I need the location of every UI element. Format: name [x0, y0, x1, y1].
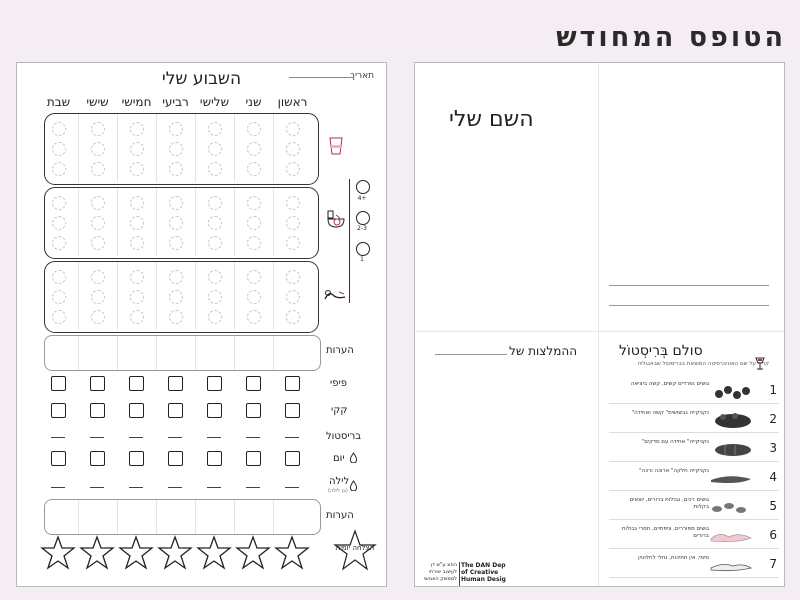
cup-icon [329, 137, 343, 159]
pee-checkbox[interactable] [207, 376, 222, 391]
bristol-type-description: "נקניקייה" אחידה עם סדקים [641, 439, 709, 445]
tracker-circle[interactable] [52, 142, 66, 156]
dan-logo-hebrew: החוג ע"ש דן לעיצוב יצירתי לממשק האנושי [424, 562, 457, 582]
bristol-type-number: 6 [769, 528, 777, 542]
recommendations-title: ההמלצות של [509, 344, 578, 358]
pee-checkbox[interactable] [168, 376, 183, 391]
pee-checkbox[interactable] [285, 376, 300, 391]
tracker-circle[interactable] [169, 310, 183, 324]
daily-star-icon[interactable] [40, 535, 76, 575]
notes-label-bottom: הערות [326, 510, 354, 521]
bristol-subtitle: קריר על שם האוניברסיטה המוצאת בבריסטול שבאנגליה [637, 361, 769, 367]
tracker-circle[interactable] [247, 310, 261, 324]
tracker-circle[interactable] [208, 216, 222, 230]
notes-label-top: הערות [326, 345, 354, 356]
night-entry[interactable] [246, 487, 260, 488]
bristol-type-description: גושים רכים, גבולות ברורים, יוצאים בקלות [629, 497, 709, 510]
column-divider [234, 336, 235, 370]
bristol-entry[interactable] [207, 437, 221, 438]
column-divider [156, 114, 157, 182]
bristol-type-description: "נקניקייה חלקה" ארוכה ורכה [639, 468, 709, 474]
day-dry-checkbox[interactable] [246, 451, 261, 466]
tracker-circle[interactable] [169, 270, 183, 284]
column-divider [78, 262, 79, 330]
tracker-circle[interactable] [52, 310, 66, 324]
tracker-circle[interactable] [286, 270, 300, 284]
tracker-circle[interactable] [286, 196, 300, 210]
day-header: רביעי [162, 95, 189, 109]
bristol-type-description: מימי, אין חתיכות, נוזלי לחלוטין [638, 555, 709, 561]
day-dry-checkbox[interactable] [90, 451, 105, 466]
tracker-circle[interactable] [52, 216, 66, 230]
poop-checkbox[interactable] [90, 403, 105, 418]
my-week-page [16, 62, 387, 587]
column-divider [156, 188, 157, 256]
column-divider [234, 188, 235, 256]
tracker-circle[interactable] [52, 122, 66, 136]
tracker-circle[interactable] [91, 216, 105, 230]
night-entry[interactable] [90, 487, 104, 488]
tracker-circle[interactable] [247, 290, 261, 304]
bristol-title: סולם בְּרִיסְטוֹל [619, 343, 703, 359]
tracker-circle[interactable] [169, 216, 183, 230]
scale-option-2-3[interactable] [356, 211, 370, 225]
tracker-circle[interactable] [52, 290, 66, 304]
column-divider [78, 500, 79, 534]
bristol-type-number: 5 [769, 499, 777, 513]
day-header: שני [245, 95, 262, 109]
my-name-title: השם שלי [449, 107, 534, 132]
tracker-circle[interactable] [286, 290, 300, 304]
scale-option-4plus[interactable] [356, 180, 370, 194]
tracker-circle[interactable] [247, 196, 261, 210]
tracker-circle[interactable] [52, 270, 66, 284]
column-divider [234, 114, 235, 182]
bristol-type-description: "נקניקייה גבשושית" קשה ואחידה [631, 410, 709, 416]
stool-shape-icon [713, 413, 753, 433]
stool-shape-icon [713, 384, 753, 404]
tracker-circle[interactable] [247, 236, 261, 250]
toilet-icon [325, 209, 347, 235]
bristol-row [609, 495, 779, 520]
day-dry-checkbox[interactable] [285, 451, 300, 466]
bristol-type-number: 2 [769, 412, 777, 426]
day-header: שלישי [199, 95, 230, 109]
tracker-circle[interactable] [208, 196, 222, 210]
column-divider [156, 500, 157, 534]
column-divider [195, 336, 196, 370]
pee-checkbox[interactable] [246, 376, 261, 391]
tracker-circle[interactable] [130, 236, 144, 250]
bristol-row [609, 408, 779, 433]
column-divider [117, 188, 118, 256]
bristol-row [609, 466, 779, 491]
bristol-type-number: 1 [769, 383, 777, 397]
day-header: ראשון [277, 95, 308, 109]
bristol-entry[interactable] [51, 437, 65, 438]
tracker-circle[interactable] [286, 310, 300, 324]
name-line-1[interactable] [609, 285, 769, 286]
tracker-circle[interactable] [91, 310, 105, 324]
poop-checkbox[interactable] [51, 403, 66, 418]
bristol-type-description: גושים נפרדים קשים, קשה ביציאה [630, 381, 709, 387]
tracker-circle[interactable] [286, 236, 300, 250]
day-header: שישי [86, 95, 109, 109]
tracker-circle[interactable] [247, 162, 261, 176]
bristol-row [609, 379, 779, 404]
drop-icon [349, 476, 358, 495]
night-entry[interactable] [51, 487, 65, 488]
tracker-circle[interactable] [247, 270, 261, 284]
bristol-entry[interactable] [129, 437, 143, 438]
date-input-line[interactable] [289, 77, 353, 78]
tracker-circle[interactable] [91, 270, 105, 284]
tracker-circle[interactable] [247, 122, 261, 136]
tracker-circle[interactable] [91, 162, 105, 176]
night-sub-label: (בן לילה) [328, 488, 348, 494]
pee-label: פיפי [330, 378, 347, 389]
column-divider [195, 500, 196, 534]
tracker-circle[interactable] [91, 196, 105, 210]
tracker-circle[interactable] [130, 162, 144, 176]
stool-shape-icon [709, 558, 753, 578]
day-dry-checkbox[interactable] [51, 451, 66, 466]
daily-star-icon[interactable] [235, 535, 271, 575]
column-divider [234, 262, 235, 330]
date-label: תאריך [350, 71, 374, 81]
poop-checkbox[interactable] [285, 403, 300, 418]
bristol-entry[interactable] [246, 437, 260, 438]
night-entry[interactable] [285, 487, 299, 488]
day-header: חמישי [121, 95, 152, 109]
fold-line-vertical [598, 63, 599, 586]
day-dry-checkbox[interactable] [168, 451, 183, 466]
dan-logo-english: The DAN Dep of Creative Human Desig [461, 562, 506, 583]
column-divider [195, 262, 196, 330]
daily-star-icon[interactable] [79, 535, 115, 575]
tracker-circle[interactable] [286, 162, 300, 176]
stool-shape-icon [713, 442, 753, 462]
day-label: יום [333, 453, 345, 464]
scale-label-4plus: 4+ [357, 195, 367, 202]
night-entry[interactable] [129, 487, 143, 488]
notes-box-top[interactable] [44, 335, 321, 371]
pee-checkbox[interactable] [51, 376, 66, 391]
tracker-circle[interactable] [52, 196, 66, 210]
tracker-circle[interactable] [208, 236, 222, 250]
tracker-circle[interactable] [91, 236, 105, 250]
day-dry-checkbox[interactable] [129, 451, 144, 466]
bristol-entry[interactable] [168, 437, 182, 438]
poop-checkbox[interactable] [207, 403, 222, 418]
logo-separator [459, 562, 460, 586]
scale-label-1: 1 [360, 256, 364, 263]
scale-option-1[interactable] [356, 242, 370, 256]
bristol-type-number: 7 [769, 557, 777, 571]
bristol-entry[interactable] [90, 437, 104, 438]
column-divider [234, 500, 235, 534]
notes-box-bottom[interactable] [44, 499, 321, 535]
night-label: לילה [329, 476, 350, 487]
fold-line-horizontal [415, 331, 784, 332]
column-divider [156, 262, 157, 330]
page-main-title: הטופס המחודש [556, 22, 786, 53]
bristol-type-number: 3 [769, 441, 777, 455]
success-label: הצלחה יומית [335, 544, 375, 552]
daily-star-icon[interactable] [157, 535, 193, 575]
tracker-circle[interactable] [247, 142, 261, 156]
pee-checkbox[interactable] [129, 376, 144, 391]
week-title: השבוע שלי [161, 69, 242, 89]
bristol-row [609, 524, 779, 549]
poop-label: קקי [331, 405, 348, 416]
tracker-circle[interactable] [169, 142, 183, 156]
bristol-row [609, 437, 779, 462]
bristol-type-number: 4 [769, 470, 777, 484]
night-entry[interactable] [207, 487, 221, 488]
tracker-circle[interactable] [91, 142, 105, 156]
tracker-circle[interactable] [52, 162, 66, 176]
scale-label-2-3: 2-3 [357, 225, 367, 232]
tracker-circle[interactable] [286, 216, 300, 230]
bristol-label: בריסטול [326, 431, 362, 442]
column-divider [273, 114, 274, 182]
drop-icon [349, 452, 358, 466]
column-divider [78, 188, 79, 256]
column-divider [117, 262, 118, 330]
tracker-circle[interactable] [208, 270, 222, 284]
bristol-entry[interactable] [285, 437, 299, 438]
column-divider [273, 336, 274, 370]
tracker-circle[interactable] [91, 122, 105, 136]
stool-shape-icon [709, 471, 753, 491]
tracker-circle[interactable] [208, 142, 222, 156]
poop-checkbox[interactable] [168, 403, 183, 418]
stool-shape-icon [709, 500, 753, 520]
tracker-circle[interactable] [130, 290, 144, 304]
tracker-circle[interactable] [169, 196, 183, 210]
tracker-circle[interactable] [247, 216, 261, 230]
tracker-circle[interactable] [169, 122, 183, 136]
column-divider [273, 188, 274, 256]
tracker-circle[interactable] [130, 310, 144, 324]
name-line-2[interactable] [609, 305, 769, 306]
tracker-circle[interactable] [169, 162, 183, 176]
column-divider [195, 114, 196, 182]
column-divider [78, 336, 79, 370]
daily-star-icon[interactable] [274, 535, 310, 575]
tracker-circle[interactable] [208, 162, 222, 176]
tracker-circle[interactable] [91, 290, 105, 304]
tracker-circle[interactable] [130, 216, 144, 230]
bristol-type-description: גושים מפוררים, ציפתיים, חסרי גבולות ברורים [621, 526, 709, 539]
tracker-circle[interactable] [208, 310, 222, 324]
tracker-circle[interactable] [130, 142, 144, 156]
pee-checkbox[interactable] [90, 376, 105, 391]
tracker-circle[interactable] [208, 122, 222, 136]
day-header: שבת [46, 95, 71, 109]
stool-shape-icon [709, 529, 753, 549]
column-divider [156, 336, 157, 370]
column-divider [195, 188, 196, 256]
tracker-circle[interactable] [286, 142, 300, 156]
tracker-circle[interactable] [130, 196, 144, 210]
day-dry-checkbox[interactable] [207, 451, 222, 466]
bed-icon [323, 285, 347, 307]
scale-line [349, 179, 350, 303]
daily-star-icon[interactable] [196, 535, 232, 575]
column-divider [117, 114, 118, 182]
column-divider [117, 500, 118, 534]
bristol-row [609, 553, 779, 578]
tracker-circle[interactable] [169, 290, 183, 304]
tracker-circle[interactable] [208, 290, 222, 304]
cover-page [414, 62, 785, 587]
column-divider [273, 262, 274, 330]
poop-checkbox[interactable] [129, 403, 144, 418]
poop-checkbox[interactable] [246, 403, 261, 418]
daily-star-icon[interactable] [118, 535, 154, 575]
tracker-circle[interactable] [169, 236, 183, 250]
tracker-circle[interactable] [130, 122, 144, 136]
column-divider [117, 336, 118, 370]
tracker-circle[interactable] [286, 122, 300, 136]
tracker-circle[interactable] [130, 270, 144, 284]
column-divider [273, 500, 274, 534]
recommendations-line[interactable] [435, 354, 507, 355]
night-entry[interactable] [168, 487, 182, 488]
tracker-circle[interactable] [52, 236, 66, 250]
column-divider [78, 114, 79, 182]
